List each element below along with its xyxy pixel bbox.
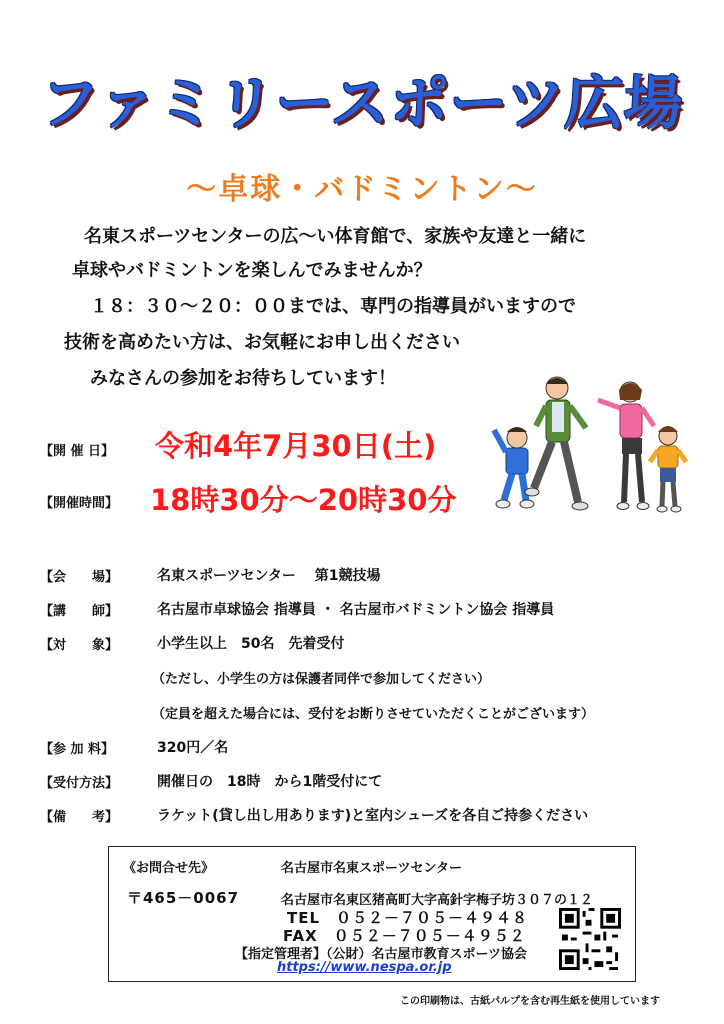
fee-value: 320円／名	[157, 740, 229, 756]
footer-note: この印刷物は、古紙パルプを含む再生紙を使用しています	[400, 996, 660, 1007]
contact-org: 名古屋市名東スポーツセンター	[281, 861, 462, 876]
venue-label: 【会 場】	[40, 570, 119, 585]
intro-line: 名東スポーツセンターの広～い体育館で、家族や友達と一緒に	[84, 226, 587, 247]
tel-number: TEL ０５２－７０５－４９４８	[287, 909, 529, 927]
adult-woman-figure-icon	[598, 382, 654, 510]
child-figure-icon	[494, 427, 534, 508]
time-value: 18時30分～20時30分	[150, 483, 457, 517]
page-title: ファミリースポーツ広場	[38, 69, 685, 137]
target-label: 【対 象】	[40, 638, 119, 653]
adult-man-figure-icon	[525, 377, 588, 510]
target-value: 小学生以上 50名 先着受付	[157, 636, 345, 652]
page-subtitle: ～卓球・バドミントン～	[186, 172, 538, 207]
postal-code: 〒465－0067	[127, 889, 240, 907]
time-label: 【開催時間】	[40, 496, 119, 511]
fax-number: FAX ０５２－７０５－４９５２	[283, 927, 526, 945]
intro-line: 卓球やバドミントンを楽しんでみませんか？	[72, 260, 432, 281]
designated-manager: 【指定管理者】（公財）名古屋市教育スポーツ協会	[235, 947, 527, 962]
website-link[interactable]: https://www.nespa.or.jp	[277, 960, 452, 975]
intro-line: １８：３０～２０：００までは、専門の指導員がいますので	[90, 296, 576, 317]
date-label: 【開 催 日】	[40, 444, 115, 459]
instructor-value: 名古屋市卓球協会 指導員 ・ 名古屋市バドミントン協会 指導員	[157, 602, 555, 618]
intro-line: みなさんの参加をお待ちしています！	[90, 368, 396, 389]
address: 名古屋市名東区猪高町大字高針字梅子坊３０７の１２	[281, 893, 594, 908]
date-value: 令和4年7月30日(土)	[155, 429, 437, 463]
instructor-label: 【講 師】	[40, 604, 119, 619]
girl-figure-icon	[650, 426, 686, 512]
remarks-value: ラケット(貸し出し用あります)と室内シューズを各自ご持参ください	[157, 808, 589, 824]
target-note: （定員を超えた場合には、受付をお断りさせていただくことがございます）	[152, 707, 595, 722]
method-label: 【受付方法】	[40, 776, 119, 791]
qr-code-icon	[559, 908, 621, 970]
fee-label: 【参 加 料】	[40, 742, 115, 757]
remarks-label: 【備 考】	[40, 810, 119, 825]
family-exercise-illustration	[482, 370, 692, 520]
contact-heading: 《お問合せ先》	[123, 861, 215, 876]
target-note: （ただし、小学生の方は保護者同伴で参加してください）	[152, 672, 491, 687]
contact-box	[108, 846, 636, 982]
intro-line: 技術を高めたい方は、お気軽にお申し出ください	[64, 332, 460, 353]
method-value: 開催日の 18時 から1階受付にて	[157, 774, 383, 790]
venue-value: 名東スポーツセンター 第1競技場	[157, 568, 381, 584]
